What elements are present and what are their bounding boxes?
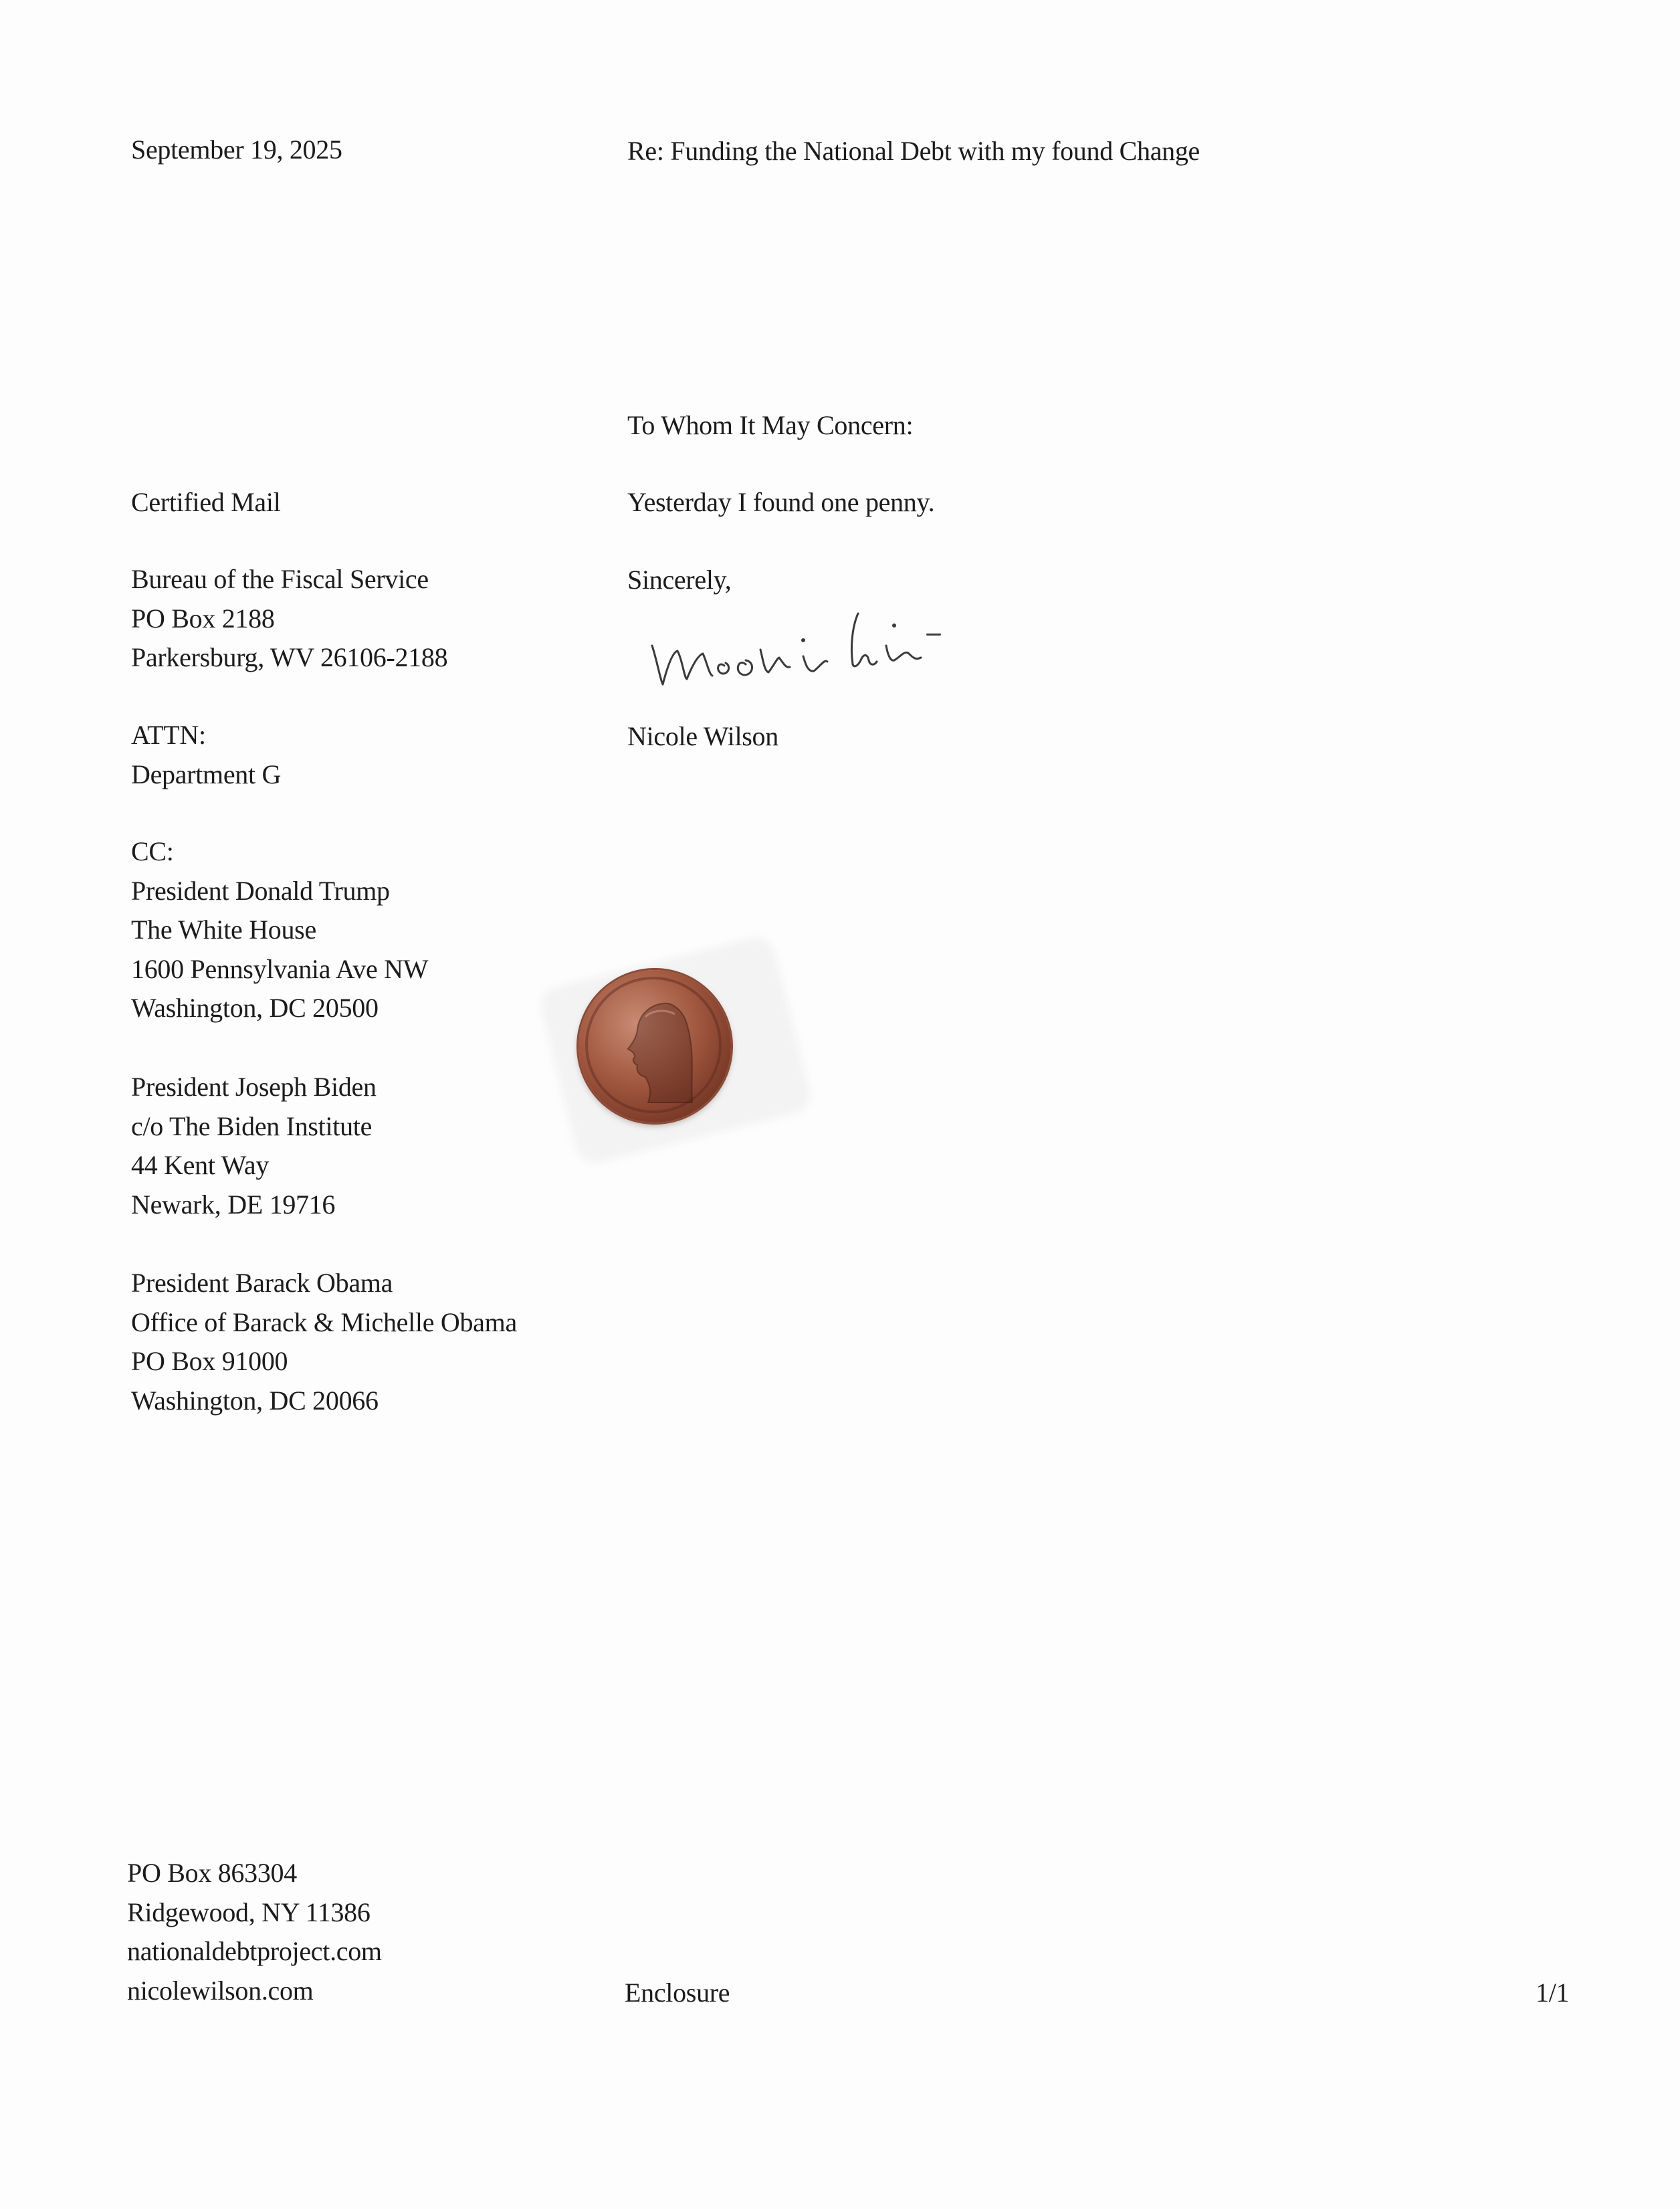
address-line: PO Box 91000: [131, 1346, 288, 1376]
address-line: President Donald Trump: [131, 875, 390, 906]
address-line: 44 Kent Way: [131, 1150, 270, 1180]
mailing-method: Certified Mail: [131, 487, 281, 517]
website-line: nationaldebtproject.com: [127, 1936, 382, 1966]
address-line: Office of Barack & Michelle Obama: [131, 1307, 517, 1337]
enclosure-label: Enclosure: [625, 1978, 730, 2008]
address-line: PO Box 2188: [131, 603, 275, 634]
address-line: President Barack Obama: [131, 1268, 393, 1298]
address-line: c/o The Biden Institute: [131, 1111, 373, 1141]
attn-department: Department G: [131, 759, 282, 789]
address-line: PO Box 863304: [127, 1858, 297, 1888]
address-line: 1600 Pennsylvania Ave NW: [131, 953, 429, 984]
letter-subject: Re: Funding the National Debt with my found Change: [627, 136, 1200, 166]
salutation: To Whom It May Concern:: [627, 410, 914, 440]
penny-coin: [535, 947, 803, 1154]
address-line: Washington, DC 20500: [131, 993, 379, 1023]
address-line: Parkersburg, WV 26106-2188: [131, 642, 448, 672]
cc-obama-block: [131, 1264, 517, 1420]
letter-body: Yesterday I found one penny.: [627, 487, 935, 517]
recipient-address: [131, 560, 447, 678]
address-line: Bureau of the Fiscal Service: [131, 564, 429, 594]
address-line: Ridgewood, NY 11386: [127, 1897, 371, 1927]
address-line: President Joseph Biden: [131, 1072, 377, 1102]
signer-name: Nicole Wilson: [627, 721, 778, 751]
page-number: 1/1: [1536, 1978, 1570, 2008]
letter-date: September 19, 2025: [131, 134, 342, 165]
sender-address: [127, 1854, 382, 2010]
website-line: nicolewilson.com: [127, 1975, 314, 2006]
address-line: Newark, DE 19716: [131, 1189, 336, 1220]
cc-label: CC:: [131, 836, 174, 866]
cc-trump-block: [131, 832, 428, 1028]
handwritten-signature: [645, 599, 966, 706]
cc-biden-block: [131, 1068, 377, 1224]
address-line: The White House: [131, 915, 316, 945]
penny-coin-face: [579, 970, 731, 1123]
attn-label: ATTN:: [131, 720, 206, 750]
lincoln-profile-icon: [605, 990, 706, 1104]
attention-block: [131, 716, 281, 794]
address-line: Washington, DC 20066: [131, 1385, 379, 1416]
closing: Sincerely,: [627, 565, 732, 595]
